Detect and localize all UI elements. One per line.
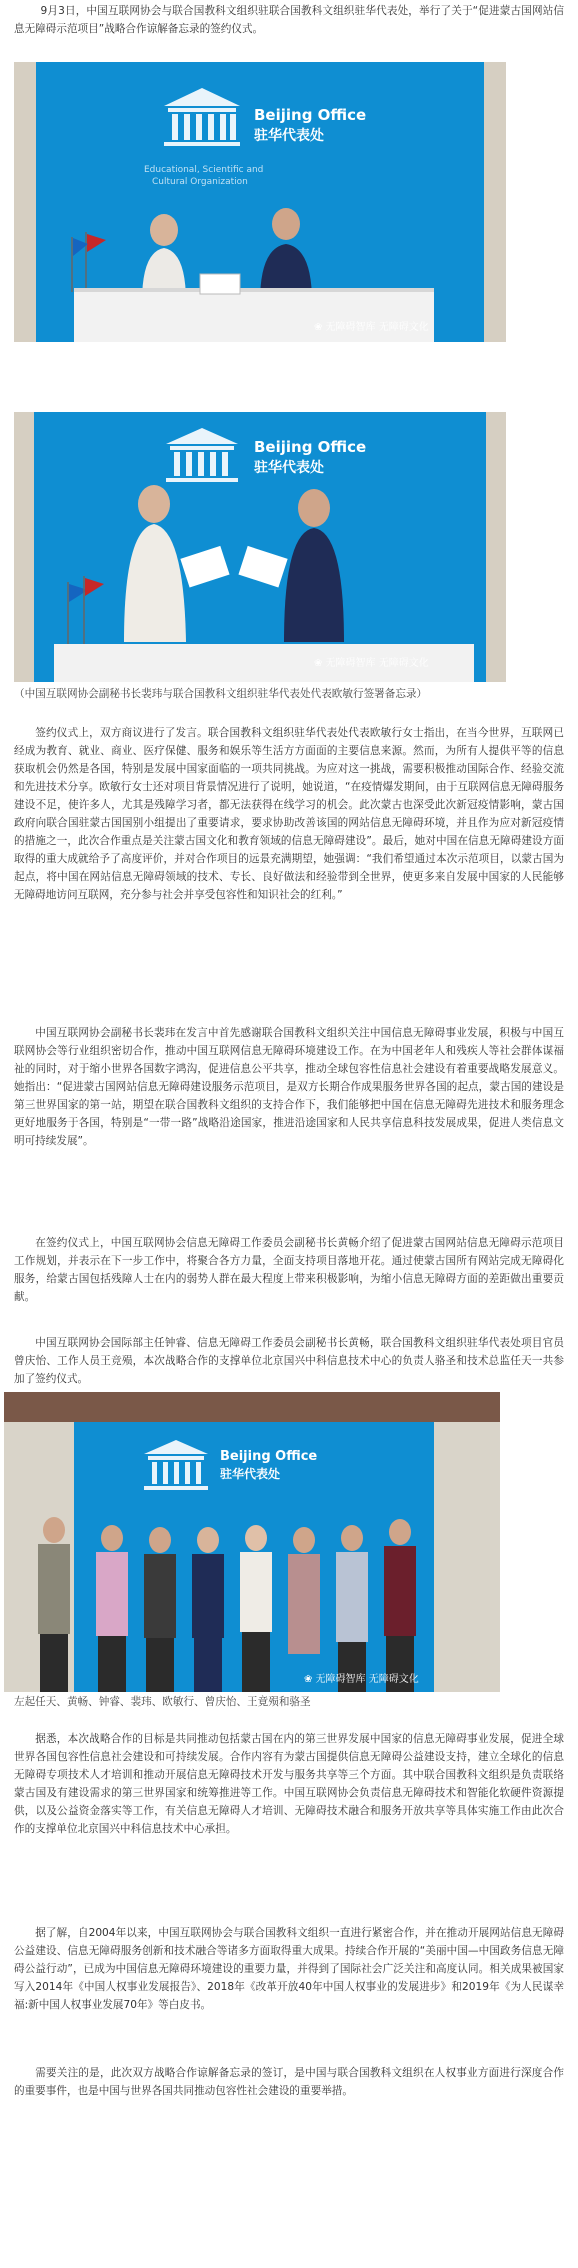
paragraph-project-plan: 在签约仪式上，中国互联网协会信息无障碍工作委员会副秘书长黄畅介绍了促进蒙古国网站信息无障碍示范项目工作规划，并表示在下一步工作中，将聚合各方力量，全面支持项目落地开花。通过使蒙古国所有网站完成无障碍化服务，给蒙古国包括残障人士在内的弱势人群在最大程度上带来积极影响，为缩小信息无障碍方面的差距做出重要贡献。 — [14, 1237, 564, 1303]
caption-group: 左起任天、黄畅、钟睿、裴玮、欧敏行、曾庆怡、王竟殒和骆圣 — [14, 1696, 311, 1708]
photo2-sign-en: Beijing Office — [254, 438, 367, 456]
photo1-watermark: ❀ 无障碍智库 无障碍文化 — [314, 322, 429, 333]
photo-group — [4, 1392, 500, 1692]
photo-handshake — [14, 412, 506, 682]
paragraph-history: 据了解，自2004年以来，中国互联网协会与联合国教科文组织一直进行紧密合作，并在推动开展网站信息无障碍公益建设、信息无障碍服务创新和技术融合等诸多方面取得重大成果。持续合作开展的“美丽中国—中国政务信息无障碍公益行动”，已成为中国信息无障碍环境建设的重要力量，并得到了国际社会广泛关注和高度认同。相关成果被国家写入2014年《中国人权事业发展报告》、2018年《改革开放40年中国人权事业的发展进步》和2019年《为人民谋幸福:新中国人权事业发展70年》等白皮书。 — [14, 1927, 564, 2011]
caption-signing: （中国互联网协会副秘书长裴玮与联合国教科文组织驻华代表处代表欧敏行签署备忘录） — [14, 688, 428, 700]
photo3-sign-en: Beijing Office — [220, 1449, 318, 1464]
paragraph-cooperation-goals: 据悉，本次战略合作的目标是共同推动包括蒙古国在内的第三世界发展中国家的信息无障碍事业发展，促进全球世界各国包容性信息社会建设和可持续发展。合作内容有为蒙古国提供信息无障碍公益建设支持，建立全球化的信息无障碍专项技术人才培训和推动开展信息无障碍技术开发与服务共享等三个方面。其中联合国教科文组织是负责联络蒙古国及有建设需求的第三世界国家和统筹推进等工作。中国互联网协会负责信息无障碍技术和智能化软硬件资源提供，以及公益资金落实等工作，有关信息无障碍人才培训、无障碍技术融合和服务开放共享等具体实施工作由此次合作的支撑单位北京国兴中科信息技术中心承担。 — [14, 1733, 564, 1835]
intro-paragraph: 9月3日，中国互联网协会与联合国教科文组织驻联合国教科文组织驻华代表处，举行了关于“促进蒙古国网站信息无障碍示范项目”战略合作谅解备忘录的签约仪式。 — [14, 5, 564, 35]
photo2-watermark: ❀ 无障碍智库 无障碍文化 — [314, 658, 429, 669]
photo3-sign-cn: 驻华代表处 — [220, 1467, 281, 1481]
paragraph-speech-isc: 中国互联网协会副秘书长裴玮在发言中首先感谢联合国教科文组织关注中国信息无障碍事业发展，积极与中国互联网协会等行业组织密切合作，推动中国互联网信息无障碍环境建设工作。在为中国老年人和残疾人等社会群体谋福祉的同时，对于缩小世界各国数字鸿沟，促进信息公平共享，推动全球包容性信息社会建设有着重要战略发展意义。她指出：“促进蒙古国网站信息无障碍建设服务示范项目，是双方长期合作成果服务世界各国的起点，蒙古国的建设是第三世界国家的第一站，期望在联合国教科文组织的支持合作下，我们能够把中国在信息无障碍先进技术和服务理念更好地服务于各国，特别是“一带一路”战略沿途国家，推进沿途国家和人民共享信息科技发展成果，促进人类信息文明可持续发展”。 — [14, 1027, 564, 1147]
photo-handshake-drawing — [14, 412, 506, 682]
svg-text:Cultural Organization: Cultural Organization — [152, 177, 248, 187]
photo-signing — [14, 62, 506, 342]
photo2-sign-cn: 驻华代表处 — [254, 460, 324, 476]
paragraph-speech-unesco: 签约仪式上，双方商议进行了发言。联合国教科文组织驻华代表处代表欧敏行女士指出，在当今世界，互联网已经成为教育、就业、商业、医疗保健、服务和娱乐等生活方方面面的主要信息来源。然而，为所有人提供平等的信息获取机会仍然是各国，特别是发展中国家面临的一项共同挑战。为应对这一挑战，需要积极推动国际合作、经验交流和先进技术分享。欧敏行女士还对项目背景情况进行了说明，她说道，“在疫情爆发期间，由于互联网信息无障碍服务建设不足，使许多人，尤其是残障学习者，都无法获得在线学习的机会。此次蒙古也深受此次新冠疫情影响，蒙古国政府向联合国驻蒙古国国别小组提出了重要请求，要求协助改善该国的网站信息无障碍环境，并且作为应对新冠疫情的措施之一，此次合作重点是关注蒙古国文化和教育领域的信息无障碍建设”。最后，她对中国在信息无障碍建设方面取得的重大成就给予了高度评价，并对合作项目的远景充满期望，她强调：“我们希望通过本次示范项目，以蒙古国为起点，将中国在网站信息无障碍领域的技术、专长、良好做法和经验带到全世界，使更多来自发展中国家的人民能够无障碍地访问互联网，充分参与社会并享受包容性和知识社会的红利。” — [14, 727, 564, 901]
photo1-sign-en: Beijing Office — [254, 106, 367, 124]
paragraph-significance: 需要关注的是，此次双方战略合作谅解备忘录的签订，是中国与联合国教科文组织在人权事业方面进行深度合作的重要事件，也是中国与世界各国共同推动包容性社会建设的重要举措。 — [14, 2067, 564, 2097]
photo-group-drawing — [4, 1392, 500, 1692]
photo3-watermark: ❀ 无障碍智库 无障碍文化 — [304, 1674, 419, 1685]
photo-signing-drawing — [14, 62, 506, 342]
paragraph-attendees: 中国互联网协会国际部主任钟睿、信息无障碍工作委员会副秘书长黄畅，联合国教科文组织驻华代表处项目官员曾庆怡、工作人员王竞殒，本次战略合作的支撑单位北京国兴中科信息技术中心的负责人骆圣和技术总监任天一共参加了签约仪式。 — [14, 1337, 564, 1385]
photo1-sign-cn: 驻华代表处 — [254, 128, 324, 144]
photo1-org-small: Educational, Scientific and — [144, 165, 264, 175]
